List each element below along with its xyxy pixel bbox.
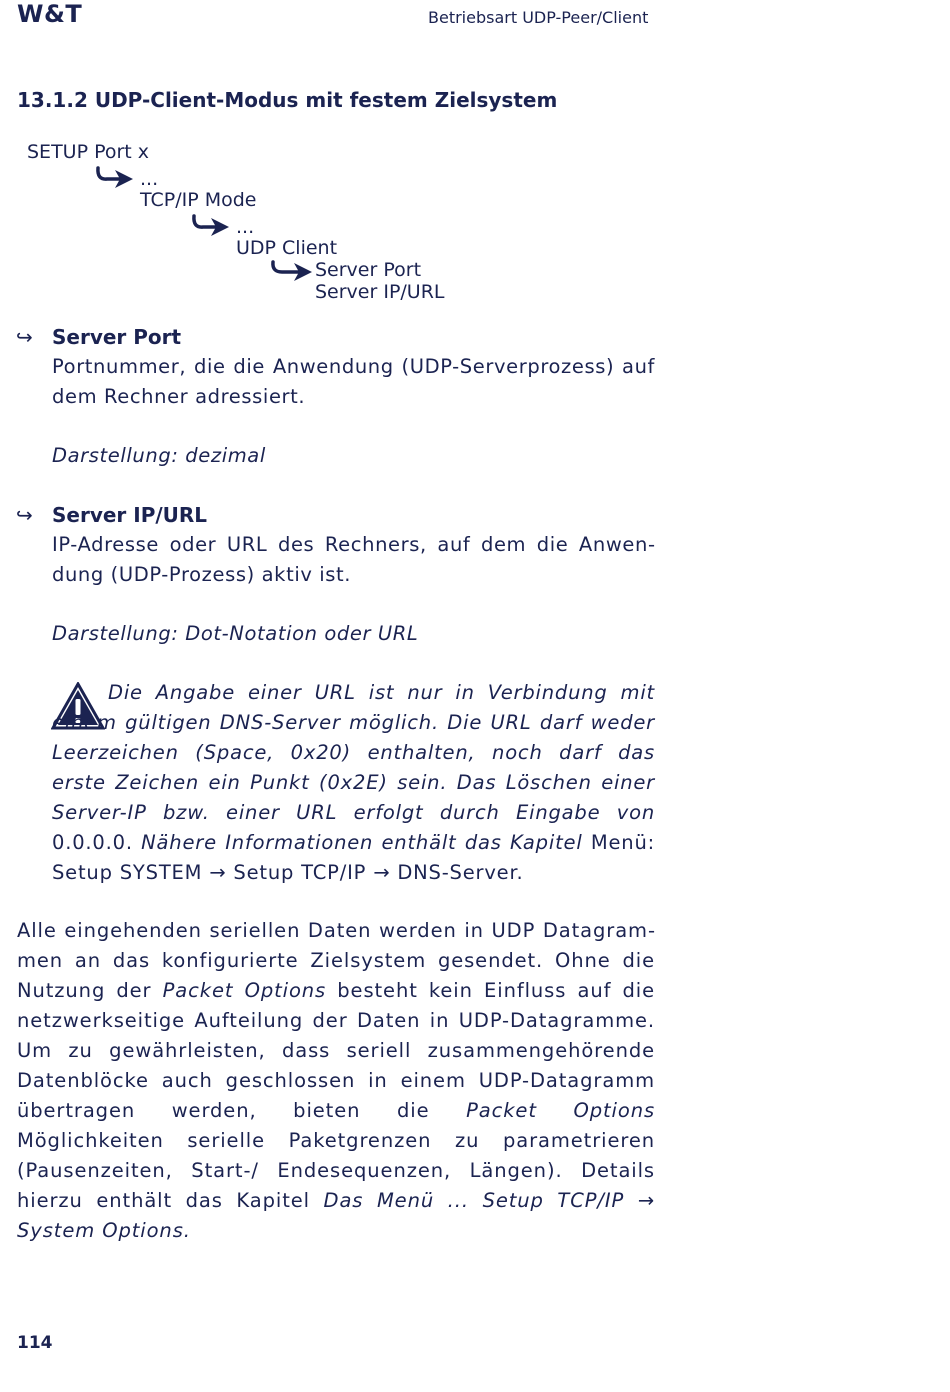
hook-arrow-icon: ↪ (16, 503, 33, 527)
menu-level-1: TCP/IP Mode (140, 189, 257, 211)
menu-item-server-port: Server Port (315, 259, 422, 281)
menu-arrow-icon (191, 214, 231, 238)
param-title: Server IP/URL (52, 503, 208, 527)
warning-ref-italic: Nähere Informationen enthält das Kapitel (132, 831, 583, 854)
menu-arrow-icon (270, 260, 314, 282)
param-description: Portnummer, die die Anwendung (UDP-Serverprozess) auf dem Rechner adressiert. (52, 355, 655, 408)
page-number: 114 (17, 1333, 53, 1353)
hook-arrow-icon: ↪ (16, 325, 33, 349)
section-heading: 13.1.2 UDP-Client-Modus mit festem Zielsystem (17, 88, 558, 112)
param-format: Darstellung: dezimal (52, 444, 266, 467)
param-format: Darstellung: Dot-Notation oder URL (52, 622, 419, 645)
packet-options-term: Packet Options (466, 1099, 656, 1122)
param-title: Server Port (52, 325, 182, 349)
body-chapter-ref: Das Menü ... Setup TCP/IP → System Options. (17, 1189, 655, 1242)
param-description: IP-Adresse oder URL des Rechners, auf dem die Anwendung (UDP-Prozess) aktiv ist. (52, 533, 655, 586)
body-text: Möglichkeiten serielle Paketgrenzen zu parametrieren (Pausenzeiten, Start-/ Endesequenzen, Längen). Details hierzu enthält das Kapitel (17, 1129, 655, 1212)
menu-ellipsis-1: ... (140, 168, 159, 190)
menu-root: SETUP Port x (27, 141, 150, 163)
running-header-title: Betriebsart UDP-Peer/Client (428, 8, 649, 27)
warning-value: 0.0.0.0. (52, 831, 133, 854)
body-paragraph (17, 916, 655, 1246)
menu-item-server-ip: Server IP/URL (315, 281, 445, 303)
menu-arrow-icon (95, 166, 135, 190)
packet-options-term: Packet Options (162, 979, 327, 1002)
brand-logo: W&T (17, 0, 83, 28)
body-text: Alle eingehenden seriellen Daten werden in UDP Datagrammen an das konfigurierte Zielsystem gesendet. Ohne die Nutzung der (17, 919, 655, 1002)
menu-level-2: UDP Client (236, 237, 338, 259)
warning-text (52, 678, 655, 888)
warning-ref: Menü: Setup SYSTEM → Setup TCP/IP → DNS-Server. (52, 831, 655, 884)
warning-italic-text: Die Angabe einer URL ist nur in Verbindung mit einem gültigen DNS-Server möglich. Die URL darf weder Leerzeichen (Space, 0x20) enthalten, noch darf das erste Zeichen ein Punkt (0x2E) sein. Das Löschen einer Server-IP bzw. einer URL erfolgt durch Eingabe von (52, 681, 655, 824)
menu-ellipsis-2: ... (236, 216, 255, 238)
body-text: besteht kein Einfluss auf die netzwerkseitige Aufteilung der Daten in UDP-Datagramme. Um zu gewährleisten, dass seriell zusammengehörende Datenblöcke auch geschlossen in einem UDP-Datagramm übertragen werden, bieten die (17, 979, 655, 1122)
